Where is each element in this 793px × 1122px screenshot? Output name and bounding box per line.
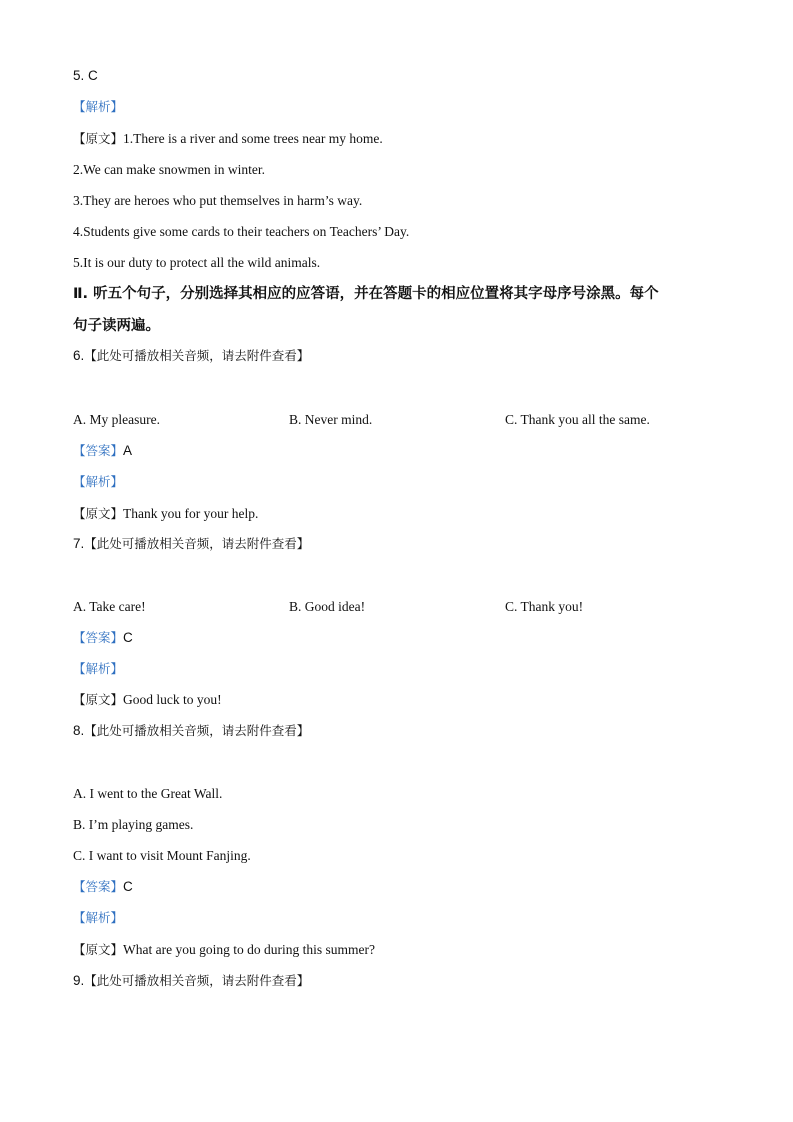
q6-header (73, 347, 309, 365)
section-title-line-1: Ⅱ. 听五个句子，分别选择其相应的应答语，并在答题卡的相应位置将其字母序号涂黑。每个 (73, 286, 659, 302)
question-number: 7. (73, 536, 85, 551)
q6-option-c: C. Thank you all the same. (505, 412, 650, 427)
q8-header (73, 722, 309, 740)
answer-value: A (123, 443, 133, 458)
q6-analysis-tag: 【解析】 (73, 474, 124, 489)
q7-original (73, 691, 222, 709)
q6-answer (73, 442, 132, 460)
q5-transcript-1 (73, 130, 383, 148)
q6-option-a: A. My pleasure. (73, 412, 160, 427)
audio-note: 【此处可播放相关音频，请去附件查看】 (84, 723, 310, 738)
original-text: Thank you for your help. (123, 506, 259, 521)
q9-header (73, 972, 309, 990)
section-title-line-2: 句子读两遍。 (73, 318, 160, 334)
original-tag: 【原文】 (73, 131, 124, 146)
q8-option-b: B. I’m playing games. (73, 817, 194, 832)
q5-transcript-2: 2.We can make snowmen in winter. (73, 162, 265, 177)
audio-note: 【此处可播放相关音频，请去附件查看】 (84, 536, 310, 551)
q6-option-b: B. Never mind. (289, 412, 373, 427)
q6-original (73, 505, 258, 523)
q7-analysis-tag: 【解析】 (73, 661, 124, 676)
original-tag: 【原文】 (73, 942, 124, 957)
q5-answer: 5. C (73, 68, 98, 83)
original-tag: 【原文】 (73, 692, 124, 707)
original-text: Good luck to you! (123, 692, 222, 707)
original-text: What are you going to do during this summer? (123, 942, 375, 957)
q7-option-a: A. Take care! (73, 599, 146, 614)
q5-transcript-4: 4.Students give some cards to their teachers on Teachers’ Day. (73, 224, 410, 239)
original-tag: 【原文】 (73, 506, 124, 521)
q5-analysis-tag: 【解析】 (73, 99, 124, 114)
q7-answer (73, 629, 133, 647)
q8-answer (73, 878, 133, 896)
q8-analysis-tag: 【解析】 (73, 910, 124, 925)
q8-option-c: C. I want to visit Mount Fanjing. (73, 848, 251, 863)
q7-header (73, 535, 309, 553)
q5-transcript-5: 5.It is our duty to protect all the wild animals. (73, 255, 321, 270)
audio-note: 【此处可播放相关音频，请去附件查看】 (84, 348, 310, 363)
answer-tag: 【答案】 (73, 630, 124, 645)
answer-value: C (123, 630, 133, 645)
q7-option-b: B. Good idea! (289, 599, 366, 614)
q5-transcript-3: 3.They are heroes who put themselves in harm’s way. (73, 193, 363, 208)
audio-note: 【此处可播放相关音频，请去附件查看】 (84, 973, 310, 988)
question-number: 8. (73, 723, 85, 738)
answer-value: C (123, 879, 133, 894)
q8-option-a: A. I went to the Great Wall. (73, 786, 223, 801)
q7-option-c: C. Thank you! (505, 599, 584, 614)
answer-tag: 【答案】 (73, 443, 124, 458)
q8-original (73, 941, 375, 959)
answer-tag: 【答案】 (73, 879, 124, 894)
transcript-text: 1.There is a river and some trees near my home. (123, 131, 383, 146)
question-number: 9. (73, 973, 85, 988)
question-number: 6. (73, 348, 85, 363)
